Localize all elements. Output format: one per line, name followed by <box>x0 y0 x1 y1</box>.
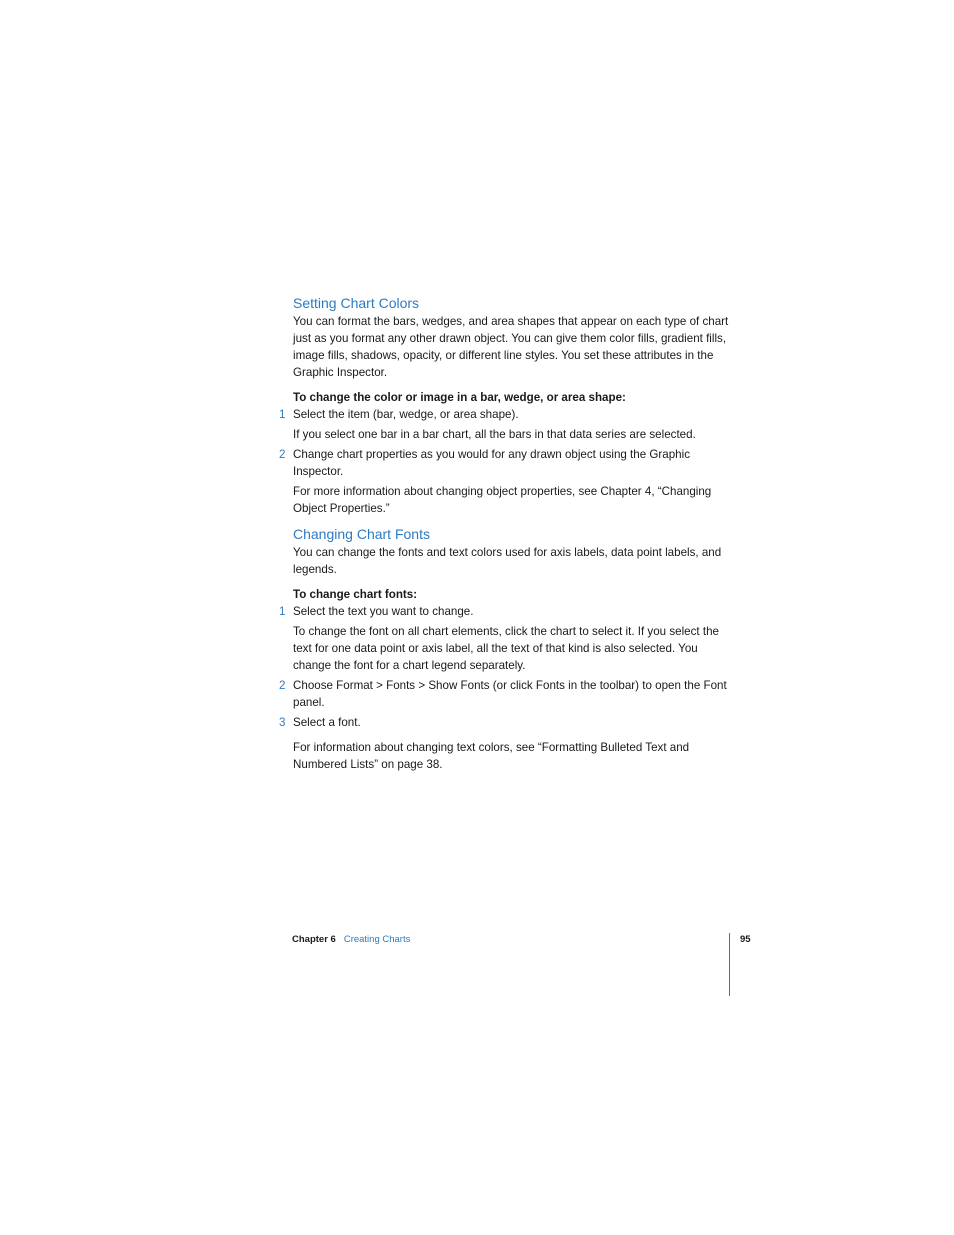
step-item <box>279 677 733 711</box>
task-heading: To change chart fonts: <box>293 588 418 601</box>
step-number: 1 <box>279 605 286 618</box>
step-item <box>279 603 733 620</box>
step-number: 1 <box>279 408 286 421</box>
footer-divider <box>729 933 730 996</box>
step-number: 3 <box>279 716 286 729</box>
section-heading-setting-chart-colors: Setting Chart Colors <box>293 295 420 311</box>
section-intro: You can format the bars, wedges, and area shapes that appear on each type of chart just as you format any other drawn object. You can give them color fills, gradient fills, image fills, shadows, opacity, or different line styles. You set these attributes in the Graphic Inspector. <box>293 315 729 379</box>
page-content <box>279 294 733 773</box>
step-text: Select the item (bar, wedge, or area shape). <box>293 408 519 421</box>
step-text: Choose Format > Fonts > Show Fonts (or click Fonts in the toolbar) to open the Font panel. <box>293 679 727 709</box>
step-number: 2 <box>279 679 286 692</box>
step-note: To change the font on all chart elements, click the chart to select it. If you select the text for one data point or axis label, all the text of that kind is also selected. You change the font for a chart legend separately. <box>293 625 719 672</box>
page-footer <box>292 933 410 947</box>
step-item <box>279 406 733 423</box>
step-text: Change chart properties as you would for any drawn object using the Graphic Inspector. <box>293 448 690 478</box>
step-item <box>279 446 733 480</box>
closing-note: For information about changing text colors, see “Formatting Bulleted Text and Numbered Lists” on page 38. <box>293 741 690 771</box>
step-item <box>279 714 733 731</box>
footer-chapter-title: Creating Charts <box>343 934 411 945</box>
section-heading-changing-chart-fonts: Changing Chart Fonts <box>293 526 430 542</box>
step-note: For more information about changing object properties, see Chapter 4, “Changing Object Properties.” <box>293 485 712 515</box>
step-number: 2 <box>279 448 286 461</box>
footer-chapter: Chapter 6 <box>292 934 336 945</box>
page-number: 95 <box>740 934 751 945</box>
step-text: Select the text you want to change. <box>293 605 474 618</box>
step-text: Select a font. <box>293 716 361 729</box>
step-note: If you select one bar in a bar chart, all the bars in that data series are selected. <box>293 428 696 441</box>
task-heading: To change the color or image in a bar, wedge, or area shape: <box>293 391 626 404</box>
section-intro: You can change the fonts and text colors used for axis labels, data point labels, and legends. <box>293 546 722 576</box>
